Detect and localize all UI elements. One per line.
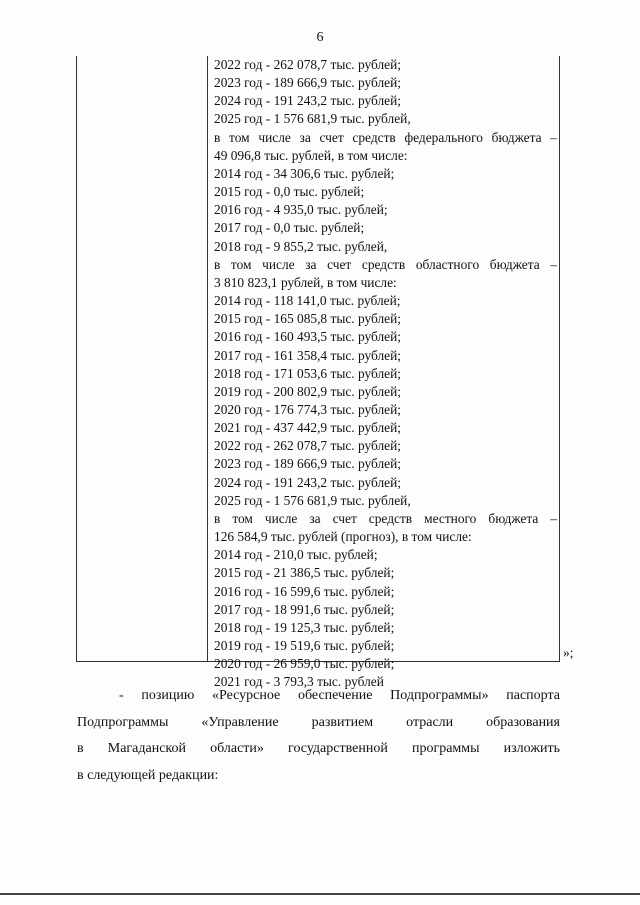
funding-line: 2018 год - 9 855,2 тыс. рублей, [214, 238, 388, 254]
page-number: 6 [316, 30, 324, 45]
amendment-paragraph [77, 683, 560, 789]
funding-line: 2023 год - 189 666,9 тыс. рублей; [214, 75, 401, 91]
funding-line: 2018 год - 19 125,3 тыс. рублей; [214, 619, 395, 635]
funding-line: 2019 год - 19 519,6 тыс. рублей; [214, 638, 395, 653]
funding-line: 2024 год - 191 243,2 тыс. рублей; [214, 93, 401, 109]
funding-line: 2017 год - 0,0 тыс. рублей; [214, 220, 365, 236]
funding-line: 2025 год - 1 576 681,9 тыс. рублей, [214, 111, 411, 127]
funding-line: 2018 год - 171 053,6 тыс. рублей; [214, 365, 401, 381]
funding-line: 2016 год - 4 935,0 тыс. рублей; [214, 202, 388, 218]
funding-line: 2021 год - 3 793,3 тыс. рублей [214, 674, 384, 690]
funding-line: 2015 год - 0,0 тыс. рублей; [214, 184, 365, 200]
funding-line: 2014 год - 210,0 тыс. рублей; [214, 547, 378, 563]
funding-line: 2022 год - 262 078,7 тыс. рублей; [214, 57, 401, 72]
funding-line: 2022 год - 262 078,7 тыс. рублей; [214, 438, 401, 454]
scan-edge-line [0, 893, 640, 895]
funding-line: 2024 год - 191 243,2 тыс. рублей; [214, 474, 401, 490]
funding-line: 2016 год - 160 493,5 тыс. рублей; [214, 329, 401, 345]
funding-line: 2020 год - 26 959,0 тыс. рублей; [214, 656, 395, 672]
funding-line: 2023 год - 189 666,9 тыс. рублей; [214, 456, 401, 472]
funding-line: в том числе за счет средств местного бюджета – [214, 510, 557, 526]
paragraph-line: в Магаданской области» государственной программы изложить [77, 741, 560, 756]
funding-line: 3 810 823,1 рублей, в том числе: [214, 274, 397, 290]
funding-line: в том числе за счет средств федерального бюджета – [214, 129, 557, 145]
table-column-divider [207, 56, 208, 662]
funding-line: 2019 год - 200 802,9 тыс. рублей; [214, 383, 401, 399]
funding-cell [214, 56, 557, 691]
funding-line: 2017 год - 161 358,4 тыс. рублей; [214, 347, 401, 363]
funding-line: 126 584,9 тыс. рублей (прогноз), в том числе: [214, 529, 472, 545]
funding-line: 2014 год - 34 306,6 тыс. рублей; [214, 165, 395, 181]
funding-line: в том числе за счет средств областного бюджета – [214, 256, 557, 272]
funding-line: 2020 год - 176 774,3 тыс. рублей; [214, 401, 401, 417]
funding-line: 2017 год - 18 991,6 тыс. рублей; [214, 601, 395, 617]
funding-line: 2021 год - 437 442,9 тыс. рублей; [214, 420, 401, 436]
paragraph-line: - позицию «Ресурсное обеспечение Подпрограммы» паспорта [119, 688, 560, 703]
funding-line: 2015 год - 165 085,8 тыс. рублей; [214, 311, 401, 327]
paragraph-line: в следующей редакции: [77, 767, 219, 783]
paragraph-line: Подпрограммы «Управление развитием отрасли образования [77, 714, 560, 730]
funding-line: 2025 год - 1 576 681,9 тыс. рублей, [214, 492, 411, 508]
funding-line: 2016 год - 16 599,6 тыс. рублей; [214, 583, 395, 599]
funding-line: 2015 год - 21 386,5 тыс. рублей; [214, 565, 395, 581]
funding-line: 2014 год - 118 141,0 тыс. рублей; [214, 293, 401, 309]
closing-quote: »; [563, 645, 574, 660]
funding-line: 49 096,8 тыс. рублей, в том числе: [214, 147, 408, 163]
